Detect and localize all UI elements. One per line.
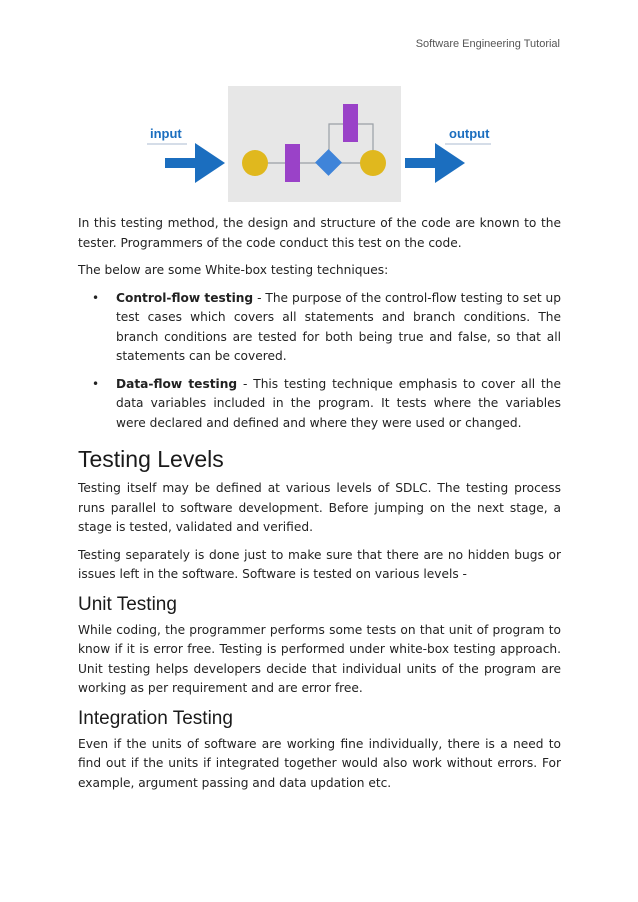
list-item <box>116 375 561 434</box>
list-item <box>116 289 561 367</box>
figure-panel <box>228 86 401 202</box>
page-content <box>78 214 561 801</box>
output-arrow-icon <box>405 143 465 183</box>
technique-term: Data-flow testing <box>116 376 238 391</box>
white-box-diagram <box>147 86 491 202</box>
integration-testing-paragraph: Even if the units of software are working fine individually, there is a need to find out if the units if integrated together would also work without errors. For example, argument passing and data updation etc. <box>78 736 561 790</box>
process-block-icon <box>285 144 300 182</box>
intro-paragraph-1: In this testing method, the design and structure of the code are known to the tester. Programmers of the code conduct this test on the code. <box>78 216 561 250</box>
technique-description: - This testing technique emphasis to cover all the data variables included in the program. It tests where the variables were declared and defined and where they were used or changed. <box>116 376 561 430</box>
technique-description: - The purpose of the control-flow testing to set up test cases which covers all statements and branch conditions. The branch conditions are tested for both being true and false, so that all statements can be covered. <box>116 290 561 363</box>
start-node-icon <box>242 150 268 176</box>
input-arrow-icon <box>165 143 225 183</box>
technique-term: Control-flow testing <box>116 290 254 305</box>
input-label: input <box>150 126 182 141</box>
intro-paragraph-2: The below are some White-box testing techniques: <box>78 263 389 277</box>
section-heading-integration-testing: Integration Testing <box>78 707 233 729</box>
unit-testing-paragraph: While coding, the programmer performs some tests on that unit of program to know if it is error free. Testing is performed under white-box testing approach. Unit testing helps developers decide that individual units of the program are working as per requirement and are error free. <box>78 622 561 695</box>
section-heading-unit-testing: Unit Testing <box>78 593 177 615</box>
testing-levels-paragraph-1: Testing itself may be defined at various levels of SDLC. The testing process runs parallel to software development. Before jumping on the next stage, a stage is tested, validated and verified. <box>78 481 561 534</box>
testing-levels-paragraph-2: Testing separately is done just to make sure that there are no hidden bugs or issues left in the software. Software is tested on various levels - <box>78 547 561 581</box>
branch-block-icon <box>343 104 358 142</box>
techniques-list <box>78 289 561 434</box>
end-node-icon <box>360 150 386 176</box>
section-heading-testing-levels: Testing Levels <box>78 446 224 472</box>
white-box-figure <box>147 86 491 202</box>
running-header: Software Engineering Tutorial <box>415 38 560 50</box>
output-label: output <box>449 126 490 141</box>
